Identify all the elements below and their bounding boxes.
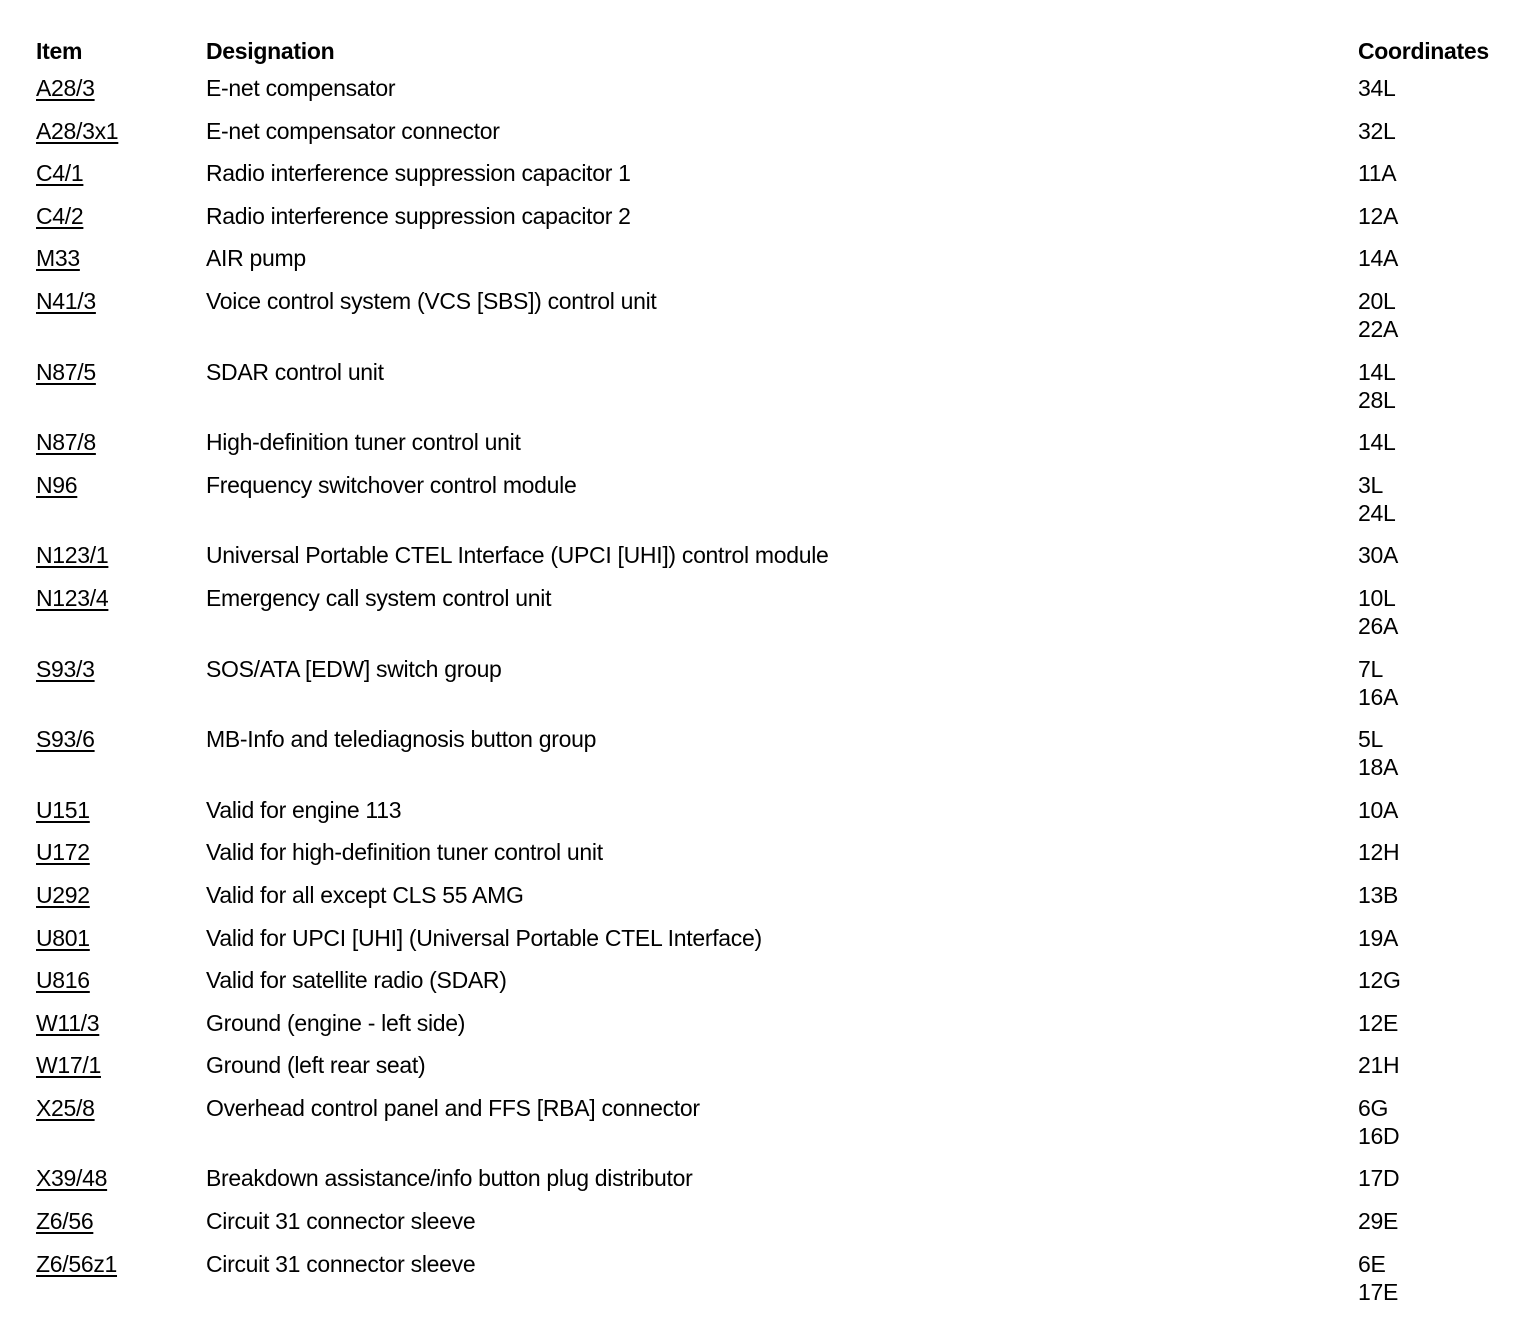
item-link[interactable]: U801 xyxy=(36,924,90,951)
table-row xyxy=(36,1009,1516,1052)
legend-table xyxy=(36,34,1516,1320)
item-cell xyxy=(36,428,206,471)
coordinate-value: 29E xyxy=(1358,1208,1399,1235)
coordinate-value: 32L xyxy=(1358,117,1396,144)
item-link[interactable]: N41/3 xyxy=(36,287,96,314)
item-cell xyxy=(36,725,206,796)
item-link[interactable]: X25/8 xyxy=(36,1094,95,1121)
item-cell xyxy=(36,244,206,287)
coordinate-value: 20L xyxy=(1358,287,1396,314)
item-cell xyxy=(36,1164,206,1207)
coordinates-cell xyxy=(1358,966,1516,1009)
table-row xyxy=(36,725,1516,796)
coordinate-value: 14A xyxy=(1358,245,1399,272)
designation-cell: E-net compensator connector xyxy=(206,117,500,144)
coordinates-cell xyxy=(1358,159,1516,202)
coordinates-cell xyxy=(1358,881,1516,924)
coordinate-value: 16D xyxy=(1358,1122,1400,1149)
coordinates-cell xyxy=(1358,358,1516,429)
coordinate-value: 26A xyxy=(1358,612,1399,639)
item-cell xyxy=(36,966,206,1009)
coordinate-value: 28L xyxy=(1358,386,1396,413)
item-cell xyxy=(36,74,206,117)
item-link[interactable]: W17/1 xyxy=(36,1052,101,1079)
coordinate-value: 30A xyxy=(1358,542,1399,569)
designation-cell: SOS/ATA [EDW] switch group xyxy=(206,655,502,682)
table-row xyxy=(36,655,1516,726)
item-link[interactable]: C4/2 xyxy=(36,202,84,229)
table-row xyxy=(36,838,1516,881)
item-cell xyxy=(36,838,206,881)
designation-cell: E-net compensator xyxy=(206,75,396,101)
coordinates-cell xyxy=(1358,655,1516,726)
header-item: Item xyxy=(36,38,83,64)
coordinate-value: 6E xyxy=(1358,1250,1386,1277)
item-link[interactable]: X39/48 xyxy=(36,1165,108,1192)
item-link[interactable]: C4/1 xyxy=(36,160,84,187)
coordinate-value: 3L xyxy=(1358,471,1383,498)
table-row xyxy=(36,471,1516,542)
designation-cell: Valid for all except CLS 55 AMG xyxy=(206,881,524,908)
coordinate-value: 5L xyxy=(1358,726,1383,753)
item-link[interactable]: Z6/56 xyxy=(36,1208,94,1235)
designation-cell: Circuit 31 connector sleeve xyxy=(206,1208,476,1235)
item-cell xyxy=(36,1250,206,1321)
table-row xyxy=(36,287,1516,358)
table-row xyxy=(36,1094,1516,1165)
item-link[interactable]: S93/3 xyxy=(36,655,95,682)
coordinates-cell xyxy=(1358,1207,1516,1250)
item-link[interactable]: U172 xyxy=(36,839,90,866)
header-designation: Designation xyxy=(206,38,335,64)
item-cell xyxy=(36,202,206,245)
coordinate-value: 16A xyxy=(1358,683,1399,710)
coordinate-value: 22A xyxy=(1358,315,1399,342)
coordinates-cell xyxy=(1358,1009,1516,1052)
table-row xyxy=(36,358,1516,429)
item-link[interactable]: U292 xyxy=(36,881,90,908)
coordinate-value: 24L xyxy=(1358,499,1396,526)
item-link[interactable]: Z6/56z1 xyxy=(36,1250,118,1277)
item-cell xyxy=(36,1051,206,1094)
coordinate-value: 21H xyxy=(1358,1052,1400,1079)
table-body xyxy=(36,74,1516,1320)
table-row xyxy=(36,1164,1516,1207)
coordinate-value: 12A xyxy=(1358,202,1399,229)
coordinates-cell xyxy=(1358,924,1516,967)
table-row xyxy=(36,1250,1516,1321)
table-row xyxy=(36,541,1516,584)
item-link[interactable]: W11/3 xyxy=(36,1009,100,1036)
designation-cell: MB-Info and telediagnosis button group xyxy=(206,726,597,753)
designation-cell: Ground (left rear seat) xyxy=(206,1052,426,1079)
coordinate-value: 13B xyxy=(1358,881,1399,908)
designation-cell: Radio interference suppression capacitor 2 xyxy=(206,202,631,229)
coordinate-value: 11A xyxy=(1358,160,1397,187)
coordinate-value: 19A xyxy=(1358,924,1399,951)
item-link[interactable]: U151 xyxy=(36,796,90,823)
coordinates-cell xyxy=(1358,584,1516,655)
designation-cell: Frequency switchover control module xyxy=(206,471,577,498)
item-link[interactable]: N87/8 xyxy=(36,429,96,456)
item-cell xyxy=(36,358,206,429)
table-row xyxy=(36,966,1516,1009)
table-row xyxy=(36,74,1516,117)
item-cell xyxy=(36,287,206,358)
item-link[interactable]: A28/3x1 xyxy=(36,117,119,144)
coordinates-cell xyxy=(1358,117,1516,160)
item-link[interactable]: M33 xyxy=(36,245,80,272)
table-row xyxy=(36,1207,1516,1250)
item-cell xyxy=(36,1207,206,1250)
coordinate-value: 10L xyxy=(1358,584,1396,611)
coordinate-value: 34L xyxy=(1358,75,1396,101)
coordinate-value: 12H xyxy=(1358,839,1400,866)
coordinates-cell xyxy=(1358,74,1516,117)
item-link[interactable]: A28/3 xyxy=(36,75,95,101)
item-link[interactable]: N87/5 xyxy=(36,358,96,385)
item-link[interactable]: N96 xyxy=(36,471,78,498)
table-row xyxy=(36,117,1516,160)
table-row xyxy=(36,428,1516,471)
coordinate-value: 10A xyxy=(1358,796,1399,823)
designation-cell: SDAR control unit xyxy=(206,358,384,385)
coordinates-cell xyxy=(1358,471,1516,542)
coordinates-cell xyxy=(1358,244,1516,287)
coordinates-cell xyxy=(1358,838,1516,881)
designation-cell: Valid for UPCI [UHI] (Universal Portable CTEL Interface) xyxy=(206,924,762,951)
designation-cell: Breakdown assistance/info button plug distributor xyxy=(206,1165,693,1192)
table-row xyxy=(36,159,1516,202)
coordinate-value: 17D xyxy=(1358,1165,1400,1192)
table-header xyxy=(36,34,1516,74)
item-cell xyxy=(36,924,206,967)
coordinate-value: 7L xyxy=(1358,655,1383,682)
designation-cell: AIR pump xyxy=(206,245,306,272)
item-cell xyxy=(36,584,206,655)
table-row xyxy=(36,244,1516,287)
coordinates-cell xyxy=(1358,1250,1516,1321)
coordinates-cell xyxy=(1358,1051,1516,1094)
table-row xyxy=(36,202,1516,245)
designation-cell: Overhead control panel and FFS [RBA] connector xyxy=(206,1094,700,1121)
designation-cell: Circuit 31 connector sleeve xyxy=(206,1250,476,1277)
designation-cell: Valid for engine 113 xyxy=(206,796,402,823)
table-row xyxy=(36,796,1516,839)
coordinate-value: 17E xyxy=(1358,1278,1399,1305)
coordinates-cell xyxy=(1358,1094,1516,1165)
item-link[interactable]: N123/4 xyxy=(36,584,109,611)
header-row xyxy=(36,34,1516,74)
designation-cell: Valid for satellite radio (SDAR) xyxy=(206,967,507,994)
designation-cell: Radio interference suppression capacitor 1 xyxy=(206,160,631,187)
designation-cell: Emergency call system control unit xyxy=(206,584,552,611)
item-link[interactable]: U816 xyxy=(36,967,90,994)
table-row xyxy=(36,924,1516,967)
coordinates-cell xyxy=(1358,1164,1516,1207)
coordinate-value: 12G xyxy=(1358,967,1401,994)
item-cell xyxy=(36,471,206,542)
table-row xyxy=(36,881,1516,924)
table-row xyxy=(36,1051,1516,1094)
coordinate-value: 6G xyxy=(1358,1094,1389,1121)
item-cell xyxy=(36,655,206,726)
table-row xyxy=(36,584,1516,655)
coordinates-cell xyxy=(1358,725,1516,796)
item-cell xyxy=(36,541,206,584)
item-cell xyxy=(36,881,206,924)
item-link[interactable]: N123/1 xyxy=(36,542,109,569)
designation-cell: Ground (engine - left side) xyxy=(206,1009,466,1036)
coordinates-cell xyxy=(1358,287,1516,358)
designation-cell: Universal Portable CTEL Interface (UPCI [UHI]) control module xyxy=(206,542,829,569)
designation-cell: Voice control system (VCS [SBS]) control unit xyxy=(206,287,657,314)
item-cell xyxy=(36,159,206,202)
item-link[interactable]: S93/6 xyxy=(36,726,95,753)
header-coordinates: Coordinates xyxy=(1358,38,1489,64)
coordinate-value: 14L xyxy=(1358,429,1396,456)
coordinates-cell xyxy=(1358,202,1516,245)
designation-cell: Valid for high-definition tuner control unit xyxy=(206,839,603,866)
item-cell xyxy=(36,117,206,160)
coordinates-cell xyxy=(1358,541,1516,584)
designation-cell: High-definition tuner control unit xyxy=(206,429,521,456)
coordinate-value: 14L xyxy=(1358,358,1396,385)
coordinates-cell xyxy=(1358,796,1516,839)
item-cell xyxy=(36,1009,206,1052)
coordinate-value: 18A xyxy=(1358,754,1399,781)
item-cell xyxy=(36,1094,206,1165)
coordinate-value: 12E xyxy=(1358,1009,1399,1036)
coordinates-cell xyxy=(1358,428,1516,471)
item-cell xyxy=(36,796,206,839)
